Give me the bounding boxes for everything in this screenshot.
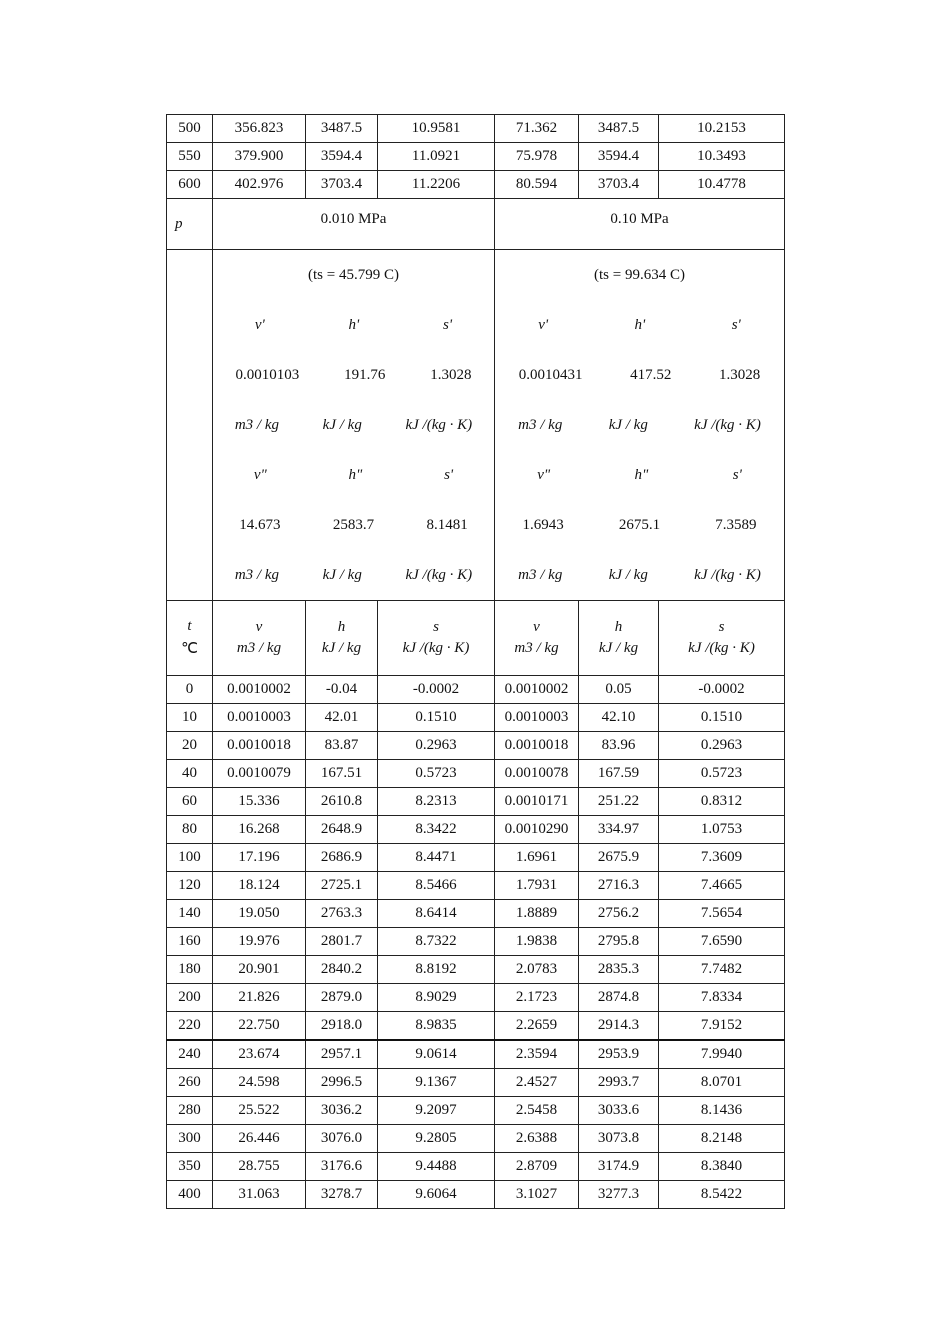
table-row [167, 984, 785, 1012]
table-cell: 8.2148 [659, 1125, 785, 1153]
unit-v: m3 / kg [518, 566, 563, 583]
saturation-left [213, 250, 495, 601]
label-s-prime: s' [731, 316, 741, 333]
col-header-v-left: v m3 / kg [213, 601, 306, 676]
sat-units-left-1 [213, 400, 494, 450]
col-header-s-left: s kJ /(kg · K) [378, 601, 495, 676]
unit-v: m3 / kg [234, 566, 279, 583]
table-cell: 2716.3 [579, 872, 659, 900]
pressure-right: 0.10 MPa [495, 199, 785, 250]
sat-labels-right-1 [495, 300, 784, 350]
table-cell: 402.976 [213, 171, 306, 199]
table-cell: 0.5723 [378, 760, 495, 788]
table-cell: 0.0010003 [213, 704, 306, 732]
table-cell: 11.2206 [378, 171, 495, 199]
saturation-right [495, 250, 785, 601]
table-cell: 160 [167, 928, 213, 956]
table-cell: 220 [167, 1012, 213, 1041]
value-v-prime: 0.0010431 [518, 366, 583, 383]
value-v-dprime: 1.6943 [522, 516, 564, 533]
table-cell: 0.0010002 [495, 676, 579, 704]
table-cell: 2996.5 [306, 1069, 378, 1097]
data-rows [167, 676, 785, 1209]
col-header-h-right: h kJ / kg [579, 601, 659, 676]
table-cell: 8.9835 [378, 1012, 495, 1041]
table-cell: 2914.3 [579, 1012, 659, 1041]
table-row [167, 171, 785, 199]
table-row [167, 704, 785, 732]
unit-h: kJ / kg [322, 416, 362, 433]
table-cell: 2953.9 [579, 1040, 659, 1069]
table-cell: 23.674 [213, 1040, 306, 1069]
table-cell: 2.8709 [495, 1153, 579, 1181]
table-cell: 80.594 [495, 171, 579, 199]
table-cell: 2763.3 [306, 900, 378, 928]
table-row [167, 760, 785, 788]
sat-values-right-1 [495, 350, 784, 400]
table-cell: 9.4488 [378, 1153, 495, 1181]
table-cell: 0.1510 [659, 704, 785, 732]
table-cell: 500 [167, 115, 213, 143]
value-s-prime: 1.3028 [718, 366, 761, 383]
table-cell: 120 [167, 872, 213, 900]
table-cell: 7.8334 [659, 984, 785, 1012]
table-cell: 2874.8 [579, 984, 659, 1012]
table-cell: 3594.4 [579, 143, 659, 171]
table-row [167, 928, 785, 956]
table-cell: 8.0701 [659, 1069, 785, 1097]
col-header-v-right: v m3 / kg [495, 601, 579, 676]
table-cell: 10 [167, 704, 213, 732]
sat-labels-left-1 [213, 300, 494, 350]
pressure-row [167, 199, 785, 250]
table-cell: 17.196 [213, 844, 306, 872]
label-v-dprime: v" [253, 466, 267, 483]
table-cell: 0.0010018 [495, 732, 579, 760]
table-cell: 10.2153 [659, 115, 785, 143]
table-cell: 2686.9 [306, 844, 378, 872]
table-row [167, 732, 785, 760]
table-cell: 28.755 [213, 1153, 306, 1181]
table-row [167, 816, 785, 844]
pressure-left: 0.010 MPa [213, 199, 495, 250]
sat-values-left-2 [213, 500, 494, 550]
table-cell: 334.97 [579, 816, 659, 844]
table-cell: 7.9152 [659, 1012, 785, 1041]
table-cell: 2756.2 [579, 900, 659, 928]
table-cell: 8.3422 [378, 816, 495, 844]
table-cell: 7.3609 [659, 844, 785, 872]
table-cell: 2675.9 [579, 844, 659, 872]
sat-units-right-2 [495, 550, 784, 600]
table-cell: 2879.0 [306, 984, 378, 1012]
table-cell: 0.05 [579, 676, 659, 704]
table-cell: 2610.8 [306, 788, 378, 816]
table-cell: 0.0010003 [495, 704, 579, 732]
table-cell: 2.5458 [495, 1097, 579, 1125]
table-cell: 7.9940 [659, 1040, 785, 1069]
table-cell: 2648.9 [306, 816, 378, 844]
table-row [167, 900, 785, 928]
table-cell: 0.2963 [378, 732, 495, 760]
table-cell: 8.5422 [659, 1181, 785, 1209]
table-cell: 3594.4 [306, 143, 378, 171]
table-cell: 3036.2 [306, 1097, 378, 1125]
table-row [167, 676, 785, 704]
table-cell: 3278.7 [306, 1181, 378, 1209]
top-rows [167, 115, 785, 199]
pressure-label: p [167, 199, 213, 250]
table-cell: 9.0614 [378, 1040, 495, 1069]
table-cell: 9.1367 [378, 1069, 495, 1097]
table-cell: 31.063 [213, 1181, 306, 1209]
table-cell: 8.8192 [378, 956, 495, 984]
table-cell: 1.0753 [659, 816, 785, 844]
label-h-dprime: h" [634, 466, 649, 483]
saturation-blank [167, 250, 213, 601]
table-cell: 1.9838 [495, 928, 579, 956]
label-s-dprime: s' [732, 466, 742, 483]
table-cell: 19.976 [213, 928, 306, 956]
table-cell: 3.1027 [495, 1181, 579, 1209]
ts-left: (ts = 45.799 C) [308, 266, 399, 283]
steam-table [166, 114, 785, 1209]
table-cell: 26.446 [213, 1125, 306, 1153]
value-h-prime: 417.52 [630, 366, 672, 383]
table-cell: 2918.0 [306, 1012, 378, 1041]
table-cell: 8.7322 [378, 928, 495, 956]
table-cell: 600 [167, 171, 213, 199]
table-cell: 22.750 [213, 1012, 306, 1041]
sat-values-right-2 [495, 500, 784, 550]
table-cell: 24.598 [213, 1069, 306, 1097]
table-cell: 350 [167, 1153, 213, 1181]
table-cell: 42.01 [306, 704, 378, 732]
table-cell: 3487.5 [579, 115, 659, 143]
label-h-prime: h' [348, 316, 360, 333]
table-cell: 1.6961 [495, 844, 579, 872]
table-cell: 3174.9 [579, 1153, 659, 1181]
table-cell: 8.6414 [378, 900, 495, 928]
col-header-s-right: s kJ /(kg · K) [659, 601, 785, 676]
value-h-dprime: 2583.7 [332, 516, 375, 533]
table-cell: 0.5723 [659, 760, 785, 788]
table-cell: 25.522 [213, 1097, 306, 1125]
unit-h: kJ / kg [322, 566, 362, 583]
table-cell: 75.978 [495, 143, 579, 171]
table-cell: 167.51 [306, 760, 378, 788]
table-row [167, 1012, 785, 1041]
table-cell: 3703.4 [579, 171, 659, 199]
table-cell: 356.823 [213, 115, 306, 143]
table-cell: 8.4471 [378, 844, 495, 872]
sat-units-right-1 [495, 400, 784, 450]
table-cell: 0.0010290 [495, 816, 579, 844]
table-cell: 3176.6 [306, 1153, 378, 1181]
table-cell: 2.0783 [495, 956, 579, 984]
value-v-dprime: 14.673 [239, 516, 281, 533]
table-cell: 0.2963 [659, 732, 785, 760]
table-cell: 9.2805 [378, 1125, 495, 1153]
table-row [167, 844, 785, 872]
table-cell: 1.8889 [495, 900, 579, 928]
table-cell: 2725.1 [306, 872, 378, 900]
value-s-dprime: 8.1481 [426, 516, 468, 533]
table-cell: 0.0010002 [213, 676, 306, 704]
sat-labels-right-2 [495, 450, 784, 500]
table-cell: 10.4778 [659, 171, 785, 199]
table-cell: 379.900 [213, 143, 306, 171]
table-cell: 9.2097 [378, 1097, 495, 1125]
table-cell: 19.050 [213, 900, 306, 928]
col-header-h-left: h kJ / kg [306, 601, 378, 676]
table-cell: 3033.6 [579, 1097, 659, 1125]
table-row [167, 1125, 785, 1153]
table-cell: 3487.5 [306, 115, 378, 143]
table-cell: 83.96 [579, 732, 659, 760]
unit-h: kJ / kg [608, 566, 648, 583]
table-cell: -0.04 [306, 676, 378, 704]
table-cell: 0.0010078 [495, 760, 579, 788]
unit-s: kJ /(kg · K) [694, 566, 761, 583]
table-cell: 8.1436 [659, 1097, 785, 1125]
table-cell: 7.6590 [659, 928, 785, 956]
table-cell: 42.10 [579, 704, 659, 732]
table-cell: 3076.0 [306, 1125, 378, 1153]
table-cell: 251.22 [579, 788, 659, 816]
column-header-row [167, 601, 785, 676]
table-cell: 8.5466 [378, 872, 495, 900]
unit-v: m3 / kg [518, 416, 563, 433]
col-header-t: t ℃ [167, 601, 213, 676]
table-cell: 2993.7 [579, 1069, 659, 1097]
table-cell: 3703.4 [306, 171, 378, 199]
table-row [167, 1069, 785, 1097]
table-cell: 2.3594 [495, 1040, 579, 1069]
table-row [167, 1153, 785, 1181]
sat-units-left-2 [213, 550, 494, 600]
table-row [167, 872, 785, 900]
table-cell: 40 [167, 760, 213, 788]
table-cell: 100 [167, 844, 213, 872]
unit-v: m3 / kg [234, 416, 279, 433]
table-cell: 2.6388 [495, 1125, 579, 1153]
label-v-prime: v' [254, 316, 265, 333]
table-cell: 10.3493 [659, 143, 785, 171]
table-cell: 80 [167, 816, 213, 844]
table-cell: 2840.2 [306, 956, 378, 984]
table-cell: 240 [167, 1040, 213, 1069]
label-v-dprime: v" [537, 466, 551, 483]
table-cell: 3277.3 [579, 1181, 659, 1209]
table-cell: 2.2659 [495, 1012, 579, 1041]
table-cell: 260 [167, 1069, 213, 1097]
table-cell: 0 [167, 676, 213, 704]
table-cell: 400 [167, 1181, 213, 1209]
table-cell: 0.1510 [378, 704, 495, 732]
table-cell: 15.336 [213, 788, 306, 816]
label-h-prime: h' [634, 316, 646, 333]
table-cell: 7.5654 [659, 900, 785, 928]
saturation-row [167, 250, 785, 601]
table-cell: 2.1723 [495, 984, 579, 1012]
unit-h: kJ / kg [608, 416, 648, 433]
unit-s: kJ /(kg · K) [405, 566, 473, 583]
table-row [167, 1040, 785, 1069]
table-cell: 18.124 [213, 872, 306, 900]
sat-labels-left-2 [213, 450, 494, 500]
table-row [167, 1097, 785, 1125]
table-cell: 11.0921 [378, 143, 495, 171]
table-cell: 0.0010018 [213, 732, 306, 760]
table-cell: -0.0002 [659, 676, 785, 704]
table-row [167, 956, 785, 984]
unit-s: kJ /(kg · K) [405, 416, 473, 433]
table-cell: 3073.8 [579, 1125, 659, 1153]
table-cell: 0.8312 [659, 788, 785, 816]
ts-right: (ts = 99.634 C) [594, 266, 685, 283]
table-cell: 10.9581 [378, 115, 495, 143]
table-cell: 9.6064 [378, 1181, 495, 1209]
value-s-dprime: 7.3589 [715, 516, 757, 533]
table-cell: 1.7931 [495, 872, 579, 900]
sat-values-left-1 [213, 350, 494, 400]
value-h-prime: 191.76 [344, 366, 386, 383]
table-cell: 21.826 [213, 984, 306, 1012]
table-cell: 2.4527 [495, 1069, 579, 1097]
table-cell: 7.7482 [659, 956, 785, 984]
table-cell: 2795.8 [579, 928, 659, 956]
table-row [167, 143, 785, 171]
value-s-prime: 1.3028 [430, 366, 472, 383]
table-cell: 8.2313 [378, 788, 495, 816]
table-row [167, 115, 785, 143]
table-cell: 2801.7 [306, 928, 378, 956]
unit-s: kJ /(kg · K) [694, 416, 761, 433]
table-cell: 180 [167, 956, 213, 984]
label-h-dprime: h" [348, 466, 363, 483]
table-cell: 16.268 [213, 816, 306, 844]
table-cell: -0.0002 [378, 676, 495, 704]
table-cell: 60 [167, 788, 213, 816]
table-cell: 140 [167, 900, 213, 928]
table-cell: 7.4665 [659, 872, 785, 900]
table-cell: 83.87 [306, 732, 378, 760]
value-h-dprime: 2675.1 [618, 516, 661, 533]
label-s-dprime: s' [444, 466, 454, 483]
table-row [167, 788, 785, 816]
table-cell: 0.0010171 [495, 788, 579, 816]
table-row [167, 1181, 785, 1209]
table-cell: 2957.1 [306, 1040, 378, 1069]
table-cell: 20 [167, 732, 213, 760]
table-cell: 550 [167, 143, 213, 171]
table-cell: 0.0010079 [213, 760, 306, 788]
table-cell: 200 [167, 984, 213, 1012]
table-cell: 280 [167, 1097, 213, 1125]
table-cell: 20.901 [213, 956, 306, 984]
value-v-prime: 0.0010103 [235, 366, 300, 383]
label-s-prime: s' [443, 316, 453, 333]
table-cell: 71.362 [495, 115, 579, 143]
table-cell: 8.9029 [378, 984, 495, 1012]
table-cell: 167.59 [579, 760, 659, 788]
table-cell: 2835.3 [579, 956, 659, 984]
table-cell: 8.3840 [659, 1153, 785, 1181]
label-v-prime: v' [538, 316, 549, 333]
table-cell: 300 [167, 1125, 213, 1153]
